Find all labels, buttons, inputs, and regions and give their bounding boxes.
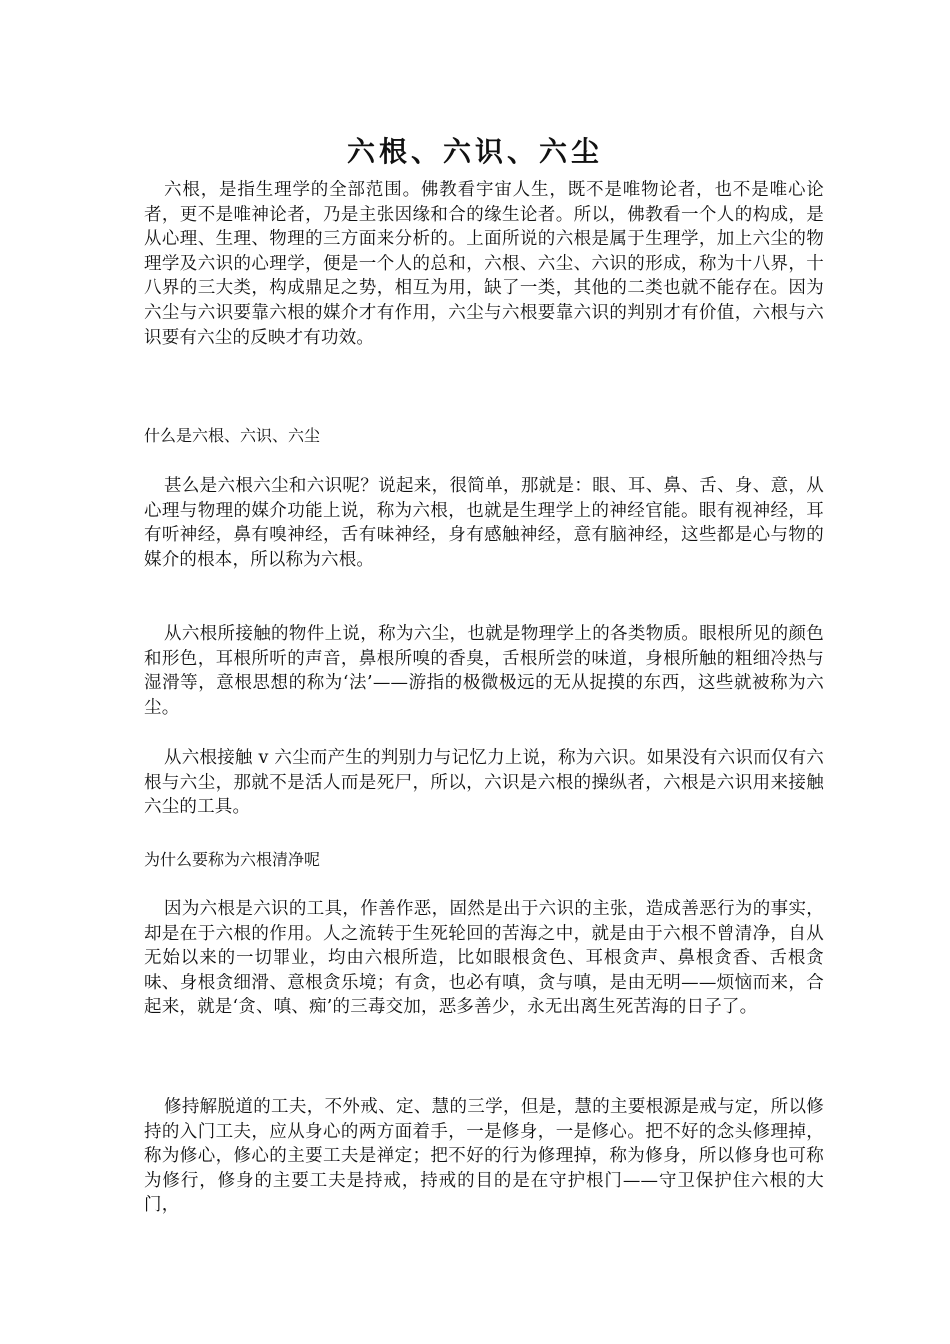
paragraph-tools-of-consciousness: 因为六根是六识的工具，作善作恶，固然是出于六识的主张，造成善恶行为的事实，却是在于六根的作用。人之流转于生死轮回的苦海之中，就是由于六根不曾清净，自从无始以来的一切罪业，均由六根所造，比如眼根贪色、耳根贪声、鼻根贪香、舌根贪味、身根贪细滑、意根贪乐境；有贪，也必有嗔，贪与嗔，是由无明——烦恼而来，合起来，就是‘贪、嗔、痴’的三毒交加，恶多善少，永无出离生死苦海的日子了。 [144, 899, 824, 1018]
intro-paragraph: 六根，是指生理学的全部范围。佛教看宇宙人生，既不是唯物论者，也不是唯心论者，更不是唯神论者，乃是主张因缘和合的缘生论者。所以，佛教看一个人的构成，是从心理、生理、物理的三方面来分析的。上面所说的六根是属于生理学，加上六尘的物理学及六识的心理学，便是一个人的总和，六根、六尘、六识的形成，称为十八界，十八界的三大类，构成鼎足之势，相互为用，缺了一类，其他的二类也就不能存在。因为六尘与六识要靠六根的媒介才有作用，六尘与六根要靠六识的判别才有价值，六根与六识要有六尘的反映才有功效。 [144, 180, 824, 348]
paragraph-practice: 修持解脱道的工夫，不外戒、定、慧的三学，但是，慧的主要根源是戒与定，所以修持的入门工夫，应从身心的两方面着手，一是修身，一是修心。把不好的念头修理掉，称为修心，修心的主要工夫是禅定；把不好的行为修理掉，称为修身，所以修身也可称为修行，修身的主要工夫是持戒，持戒的目的是在守护根门——守卫保护住六根的大门， [144, 1097, 824, 1216]
section-heading-what-is: 什么是六根、六识、六尘 [144, 426, 321, 445]
page-title: 六根、六识、六尘 [346, 135, 603, 168]
paragraph-six-consciousness: 从六根接触 v 六尘而产生的判别力与记忆力上说，称为六识。如果没有六识而仅有六根与六尘，那就不是活人而是死尸，所以，六识是六根的操纵者，六根是六识用来接触六尘的工具。 [144, 748, 824, 818]
section-heading-why-pure: 为什么要称为六根清净呢 [144, 850, 321, 869]
paragraph-six-dusts: 从六根所接触的物件上说，称为六尘，也就是物理学上的各类物质。眼根所见的颜色和形色，耳根所听的声音，鼻根所嗅的香臭，舌根所尝的味道，身根所触的粗细冷热与湿滑等，意根思想的称为‘法’——游指的极微极远的无从捉摸的东西，这些就被称为六尘。 [144, 624, 824, 718]
paragraph-six-roots: 甚么是六根六尘和六识呢？说起来，很简单，那就是：眼、耳、鼻、舌、身、意，从心理与物理的媒介功能上说，称为六根，也就是生理学上的神经官能。眼有视神经，耳有听神经，鼻有嗅神经，舌有味神经，身有感触神经，意有脑神经，这些都是心与物的媒介的根本，所以称为六根。 [144, 476, 824, 570]
